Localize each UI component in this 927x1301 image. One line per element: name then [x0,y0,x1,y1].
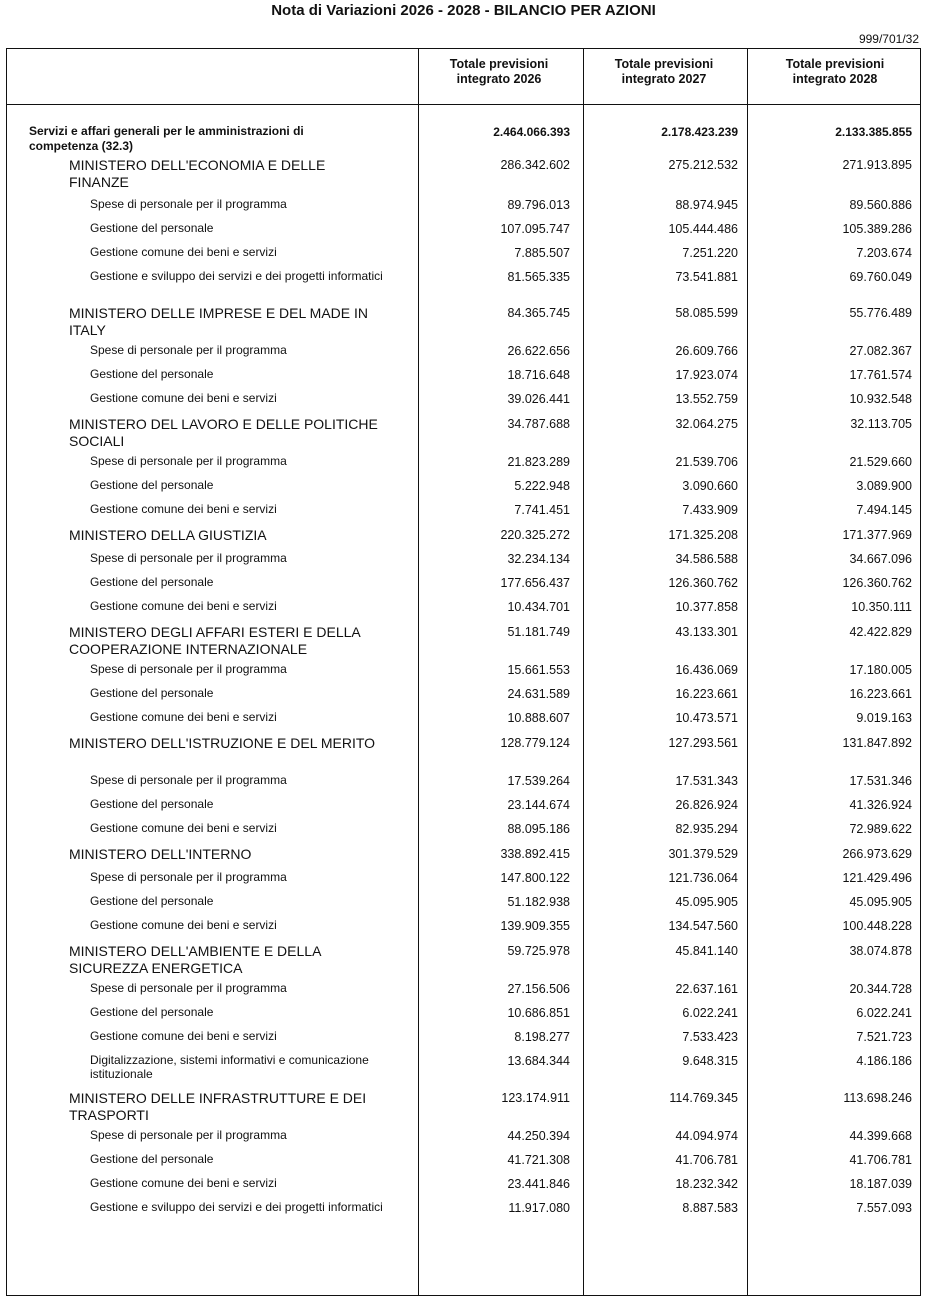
value-2026: 15.661.553 [507,663,570,677]
value-2026: 220.325.272 [500,528,570,542]
value-2026: 51.181.749 [507,625,570,639]
value-2027: 13.552.759 [675,392,738,406]
value-2027: 43.133.301 [675,625,738,639]
column-header-2028: Totale previsioni integrato 2028 [785,57,885,86]
value-2028: 6.022.241 [856,1006,912,1020]
value-2026: 128.779.124 [500,736,570,750]
row-label: Digitalizzazione, sistemi informativi e comunicazione istituzionale [90,1053,369,1081]
value-2028: 7.557.093 [856,1201,912,1215]
value-2026: 13.684.344 [507,1054,570,1068]
value-2027: 7.533.423 [682,1030,738,1044]
value-2027: 45.841.140 [675,944,738,958]
value-2028: 18.187.039 [849,1177,912,1191]
value-2027: 17.923.074 [675,368,738,382]
value-2027: 7.433.909 [682,503,738,517]
value-2026: 8.198.277 [514,1030,570,1044]
row-label: Gestione del personale [90,478,214,492]
row-label: MINISTERO DELL'INTERNO [69,846,252,862]
row-label: Spese di personale per il programma [90,454,287,468]
value-2028: 69.760.049 [849,270,912,284]
value-2027: 8.887.583 [682,1201,738,1215]
value-2026: 10.434.701 [507,600,570,614]
value-2027: 16.436.069 [675,663,738,677]
row-label: Gestione e sviluppo dei servizi e dei progetti informatici [90,269,383,283]
row-label: Gestione comune dei beni e servizi [90,821,277,835]
value-2028: 131.847.892 [842,736,912,750]
row-label: MINISTERO DELL'ISTRUZIONE E DEL MERITO [69,735,376,751]
value-2026: 39.026.441 [507,392,570,406]
value-2027: 126.360.762 [668,576,738,590]
value-2026: 81.565.335 [507,270,570,284]
value-2026: 177.656.437 [500,576,570,590]
value-2027: 17.531.343 [675,774,738,788]
row-label: MINISTERO DELLE INFRASTRUTTURE E DEI TRASPORTI [69,1090,367,1123]
row-label: Gestione comune dei beni e servizi [90,710,277,724]
row-label: Gestione comune dei beni e servizi [90,391,277,405]
value-2028: 89.560.886 [849,198,912,212]
value-2027: 301.379.529 [668,847,738,861]
budget-table [6,48,921,1296]
row-label: Gestione del personale [90,1152,214,1166]
value-2026: 2.464.066.393 [493,125,570,139]
row-label: MINISTERO DELL'ECONOMIA E DELLE FINANZE [69,157,326,190]
row-label: Gestione del personale [90,1005,214,1019]
value-2028: 121.429.496 [842,871,912,885]
value-2028: 7.203.674 [856,246,912,260]
value-2028: 10.932.548 [849,392,912,406]
value-2026: 23.144.674 [507,798,570,812]
value-2028: 171.377.969 [842,528,912,542]
row-label: Spese di personale per il programma [90,870,287,884]
value-2028: 7.494.145 [856,503,912,517]
value-2027: 73.541.881 [675,270,738,284]
column-header-2027: Totale previsioni integrato 2027 [614,57,714,86]
value-2027: 114.769.345 [669,1091,738,1105]
value-2028: 16.223.661 [849,687,912,701]
page-title: Nota di Variazioni 2026 - 2028 - BILANCIO PER AZIONI [271,2,656,19]
value-2027: 32.064.275 [675,417,738,431]
document-code: 999/701/32 [858,32,919,46]
value-2027: 10.473.571 [675,711,738,725]
value-2028: 100.448.228 [842,919,912,933]
value-2026: 34.787.688 [507,417,570,431]
row-label: Spese di personale per il programma [90,662,287,676]
value-2026: 107.095.747 [500,222,570,236]
value-2026: 88.095.186 [507,822,570,836]
row-label: Gestione comune dei beni e servizi [90,502,277,516]
value-2028: 10.350.111 [851,600,912,614]
value-2027: 58.085.599 [675,306,738,320]
value-2027: 26.826.924 [675,798,738,812]
row-label: Gestione comune dei beni e servizi [90,1029,277,1043]
value-2027: 7.251.220 [682,246,738,260]
row-label: MINISTERO DELLE IMPRESE E DEL MADE IN ITALY [69,305,368,338]
value-2028: 34.667.096 [849,552,912,566]
value-2026: 5.222.948 [514,479,570,493]
column-divider [418,49,419,1295]
value-2028: 44.399.668 [849,1129,912,1143]
row-label: Spese di personale per il programma [90,1128,287,1142]
row-label: Gestione comune dei beni e servizi [90,1176,277,1190]
value-2026: 338.892.415 [500,847,570,861]
value-2028: 113.698.246 [843,1091,912,1105]
value-2028: 27.082.367 [849,344,912,358]
value-2028: 41.706.781 [849,1153,912,1167]
value-2026: 27.156.506 [507,982,570,996]
row-label: Spese di personale per il programma [90,551,287,565]
value-2026: 89.796.013 [507,198,570,212]
row-label: MINISTERO DEGLI AFFARI ESTERI E DELLA COOPERAZIONE INTERNAZIONALE [69,624,360,657]
value-2028: 38.074.878 [849,944,912,958]
value-2028: 9.019.163 [856,711,912,725]
row-label: Servizi e affari generali per le amministrazioni di competenza (32.3) [29,124,304,153]
value-2027: 18.232.342 [675,1177,738,1191]
row-label: Gestione comune dei beni e servizi [90,599,277,613]
value-2026: 147.800.122 [500,871,570,885]
value-2028: 7.521.723 [856,1030,912,1044]
value-2027: 171.325.208 [668,528,738,542]
value-2028: 72.989.622 [849,822,912,836]
value-2027: 21.539.706 [675,455,738,469]
value-2026: 84.365.745 [507,306,570,320]
value-2026: 59.725.978 [507,944,570,958]
row-label: MINISTERO DELL'AMBIENTE E DELLA SICUREZZA ENERGETICA [69,943,321,976]
value-2028: 2.133.385.855 [835,125,912,139]
value-2027: 121.736.064 [668,871,738,885]
value-2026: 7.885.507 [514,246,570,260]
row-label: Gestione del personale [90,367,214,381]
value-2026: 26.622.656 [507,344,570,358]
value-2027: 41.706.781 [675,1153,738,1167]
value-2026: 18.716.648 [507,368,570,382]
row-label: Spese di personale per il programma [90,197,287,211]
value-2026: 24.631.589 [507,687,570,701]
value-2028: 45.095.905 [849,895,912,909]
value-2027: 88.974.945 [675,198,738,212]
value-2026: 21.823.289 [507,455,570,469]
value-2027: 105.444.486 [668,222,738,236]
value-2028: 3.089.900 [856,479,912,493]
row-label: Gestione comune dei beni e servizi [90,918,277,932]
value-2027: 6.022.241 [682,1006,738,1020]
value-2027: 22.637.161 [675,982,738,996]
value-2028: 42.422.829 [849,625,912,639]
value-2028: 17.761.574 [849,368,912,382]
row-label: Gestione del personale [90,221,214,235]
value-2026: 23.441.846 [507,1177,570,1191]
row-label: Gestione del personale [90,797,214,811]
value-2028: 21.529.660 [849,455,912,469]
value-2027: 34.586.588 [675,552,738,566]
row-label: Spese di personale per il programma [90,981,287,995]
row-label: MINISTERO DEL LAVORO E DELLE POLITICHE SOCIALI [69,416,378,449]
value-2028: 126.360.762 [842,576,912,590]
row-label: MINISTERO DELLA GIUSTIZIA [69,527,267,543]
value-2026: 10.888.607 [507,711,570,725]
value-2027: 275.212.532 [668,158,738,172]
value-2027: 10.377.858 [675,600,738,614]
value-2026: 44.250.394 [507,1129,570,1143]
value-2027: 134.547.560 [668,919,738,933]
row-label: Spese di personale per il programma [90,773,287,787]
value-2028: 41.326.924 [849,798,912,812]
value-2027: 44.094.974 [675,1129,738,1143]
column-divider [747,49,748,1295]
value-2028: 55.776.489 [849,306,912,320]
value-2027: 2.178.423.239 [661,125,738,139]
column-divider [583,49,584,1295]
value-2026: 41.721.308 [507,1153,570,1167]
value-2027: 3.090.660 [682,479,738,493]
value-2026: 17.539.264 [507,774,570,788]
row-label: Gestione e sviluppo dei servizi e dei progetti informatici [90,1200,383,1214]
value-2027: 9.648.315 [682,1054,738,1068]
value-2027: 16.223.661 [675,687,738,701]
row-label: Gestione del personale [90,686,214,700]
row-label: Gestione del personale [90,894,214,908]
column-header-2026: Totale previsioni integrato 2026 [449,57,549,86]
value-2028: 20.344.728 [849,982,912,996]
value-2028: 105.389.286 [842,222,912,236]
header-divider [7,104,920,105]
value-2026: 286.342.602 [500,158,570,172]
value-2028: 4.186.186 [856,1054,912,1068]
value-2026: 32.234.134 [507,552,570,566]
value-2027: 82.935.294 [675,822,738,836]
row-label: Spese di personale per il programma [90,343,287,357]
value-2028: 32.113.705 [850,417,912,431]
value-2026: 123.174.911 [501,1091,570,1105]
value-2026: 139.909.355 [500,919,570,933]
value-2028: 17.531.346 [849,774,912,788]
value-2027: 26.609.766 [675,344,738,358]
value-2028: 266.973.629 [842,847,912,861]
value-2028: 271.913.895 [842,158,912,172]
value-2026: 51.182.938 [507,895,570,909]
value-2026: 7.741.451 [514,503,570,517]
row-label: Gestione comune dei beni e servizi [90,245,277,259]
row-label: Gestione del personale [90,575,214,589]
value-2026: 11.917.080 [508,1201,570,1215]
value-2027: 45.095.905 [675,895,738,909]
value-2028: 17.180.005 [849,663,912,677]
value-2026: 10.686.851 [507,1006,570,1020]
value-2027: 127.293.561 [668,736,738,750]
